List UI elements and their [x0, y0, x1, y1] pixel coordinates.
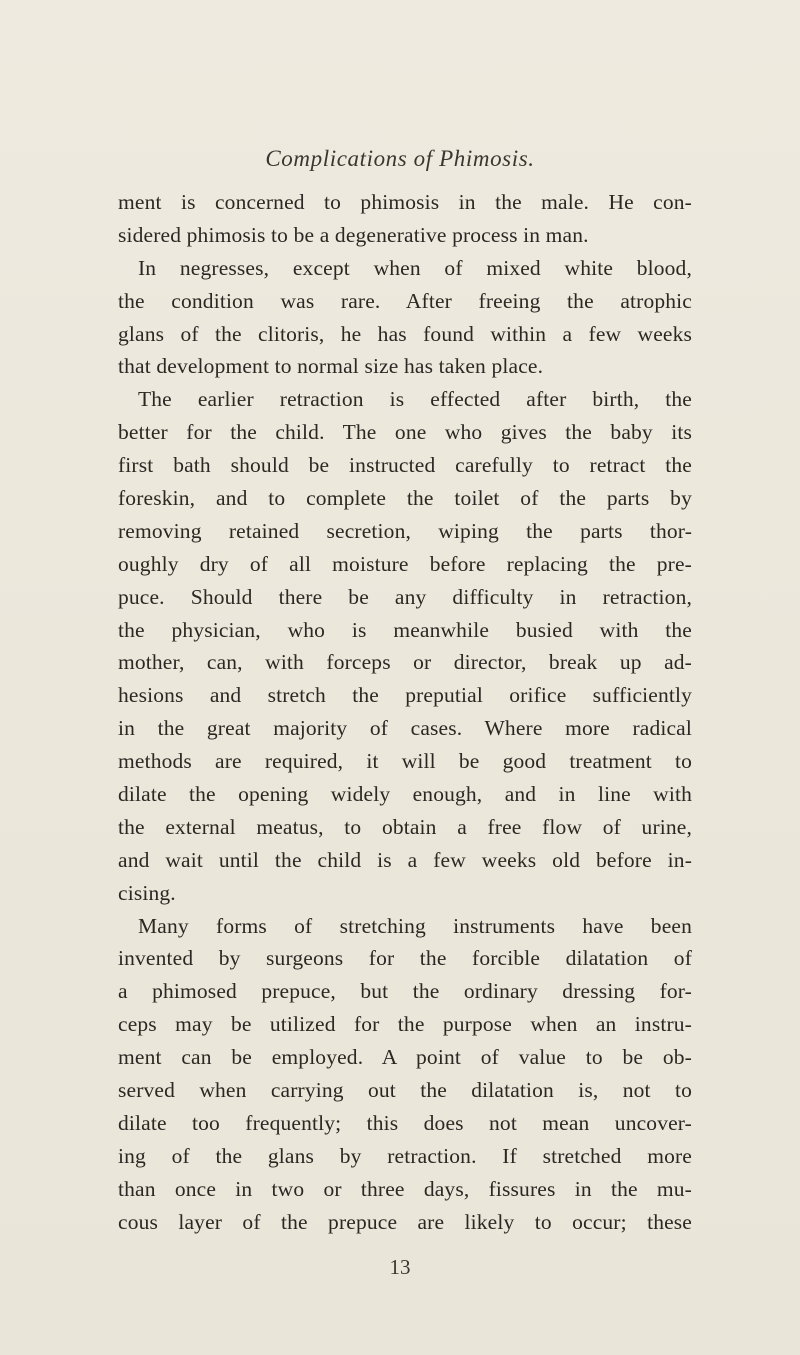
text-line: puce. Should there be any difficulty in retraction,	[118, 584, 692, 609]
text-line: sidered phimosis to be a degenerative process in man.	[118, 222, 589, 247]
text-line: in the great majority of cases. Where more radical	[118, 716, 692, 741]
text-line: the condition was rare. After freeing the atrophic	[118, 288, 692, 313]
text-line: ing of the glans by retraction. If stretched more	[118, 1143, 692, 1168]
page-number: 13	[389, 1255, 411, 1279]
text-line: Many forms of stretching instruments have been	[138, 913, 692, 938]
text-line: invented by surgeons for the forcible dilatation of	[118, 946, 692, 971]
text-line: than once in two or three days, fissures in the mu-	[118, 1176, 692, 1201]
text-line: hesions and stretch the preputial orifice sufficiently	[118, 683, 692, 708]
text-line: foreskin, and to complete the toilet of the parts by	[118, 486, 692, 511]
text-line: the external meatus, to obtain a free flow of urine,	[118, 814, 692, 839]
text-line: dilate the opening widely enough, and in line with	[118, 782, 692, 807]
text-line: ment is concerned to phimosis in the male. He con-	[118, 190, 692, 214]
text-line: dilate too frequently; this does not mean uncover-	[118, 1110, 692, 1135]
text-line: mother, can, with forceps or director, break up ad-	[118, 650, 692, 675]
text-line: glans of the clitoris, he has found within a few weeks	[118, 321, 692, 346]
text-line: The earlier retraction is effected after birth, the	[138, 387, 692, 412]
text-line: the physician, who is meanwhile busied with the	[118, 617, 692, 642]
text-line: ceps may be utilized for the purpose when an instru-	[118, 1012, 692, 1037]
text-line: cous layer of the prepuce are likely to occur; these	[118, 1209, 692, 1234]
text-line: ment can be employed. A point of value to be ob-	[118, 1045, 692, 1070]
text-line: a phimosed prepuce, but the ordinary dressing for-	[118, 979, 692, 1004]
text-line: removing retained secretion, wiping the parts thor-	[118, 518, 692, 543]
text-line: first bath should be instructed carefully to retract the	[118, 453, 692, 478]
text-line: In negresses, except when of mixed white blood,	[138, 255, 692, 280]
text-line: oughly dry of all moisture before replacing the pre-	[118, 551, 692, 576]
body-text	[118, 186, 692, 1239]
text-line: cising.	[118, 880, 176, 905]
text-line: that development to normal size has taken place.	[118, 354, 544, 379]
text-line: better for the child. The one who gives the baby its	[118, 420, 692, 445]
text-line: and wait until the child is a few weeks old before in-	[118, 847, 692, 872]
text-line: methods are required, it will be good treatment to	[118, 749, 692, 774]
running-head: Complications of Phimosis.	[265, 146, 535, 171]
text-line: served when carrying out the dilatation is, not to	[118, 1078, 692, 1103]
